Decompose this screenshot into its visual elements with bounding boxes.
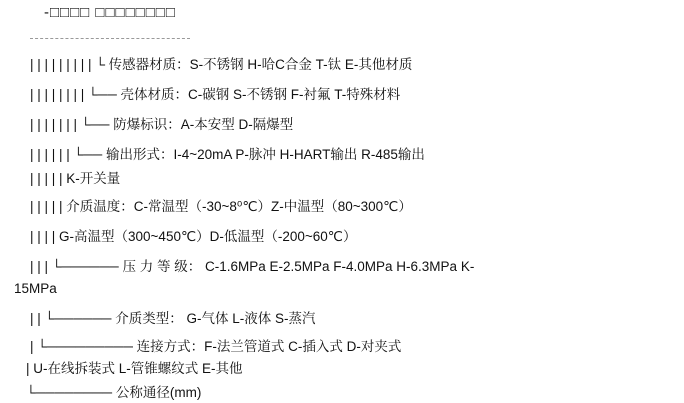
legend-row-text: | | | | | | | | └── 壳体材质：C-碳钢 S-不锈钢 F-衬氟 T-特殊材料 bbox=[30, 87, 401, 102]
legend-row-pressure-rating-cont bbox=[0, 280, 684, 297]
legend-row-switch-output bbox=[0, 170, 684, 187]
legend-row-connection-type-cont bbox=[0, 360, 684, 377]
title-underline-divider bbox=[30, 38, 190, 39]
page-title: -□□□□ □□□□□□□□ bbox=[44, 4, 176, 21]
legend-row-text: └──────── 公称通径(mm) bbox=[26, 385, 202, 400]
legend-row-text: | U-在线拆装式 L-管锥螺纹式 E-其他 bbox=[26, 361, 243, 376]
legend-row-text: | | | | | | | └── 防爆标识：A-本安型 D-隔爆型 bbox=[30, 117, 294, 132]
legend-row-output-form bbox=[0, 146, 684, 163]
legend-row-shell-material bbox=[0, 86, 684, 103]
legend-row-medium-type bbox=[0, 310, 684, 327]
legend-row-nominal-diameter bbox=[0, 384, 684, 401]
legend-row-medium-temperature-cont bbox=[0, 228, 684, 245]
legend-row-connection-type bbox=[0, 338, 684, 355]
legend-row-text: | | | └────── 压 力 等 级： C-1.6MPa E-2.5MPa F-4.0MPa H-6.3MPa K- bbox=[30, 259, 475, 274]
legend-row-text: | | | | | 介质温度：C-常温型（-30~8⁰℃）Z-中温型（80~300℃） bbox=[30, 199, 412, 214]
legend-row-sensor-material bbox=[0, 56, 684, 73]
legend-row-text: 15MPa bbox=[14, 281, 57, 296]
legend-row-text: | └───────── 连接方式：F-法兰管道式 C-插入式 D-对夹式 bbox=[30, 339, 402, 354]
legend-row-text: | | | | | | └── 输出形式：I-4~20mA P-脉冲 H-HART输出 R-485输出 bbox=[30, 147, 425, 162]
legend-row-explosion-proof bbox=[0, 116, 684, 133]
legend-row-text: | | | | G-高温型（300~450℃）D-低温型（-200~60℃） bbox=[30, 229, 357, 244]
legend-row-pressure-rating bbox=[0, 258, 684, 275]
legend-row-text: | | | | | K-开关量 bbox=[30, 171, 121, 186]
legend-row-text: | | └────── 介质类型： G-气体 L-液体 S-蒸汽 bbox=[30, 311, 316, 326]
legend-row-text: | | | | | | | | | └ 传感器材质：S-不锈钢 H-哈C合金 T-钛 E-其他材质 bbox=[30, 57, 413, 72]
legend-row-medium-temperature bbox=[0, 198, 684, 215]
